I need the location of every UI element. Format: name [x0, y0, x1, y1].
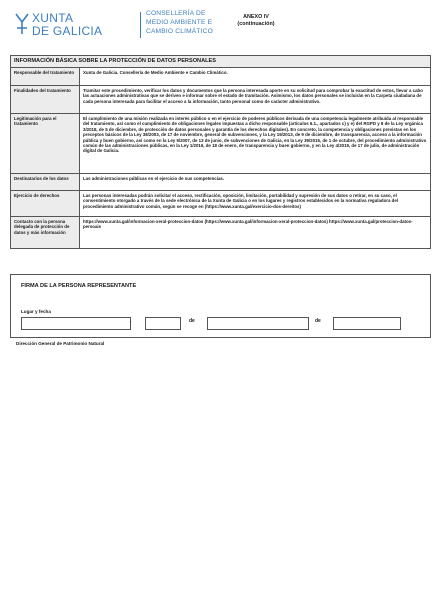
footer-directorate: Dirección General de Patrimonio Natural	[16, 341, 105, 346]
signature-section	[10, 274, 431, 338]
document-header	[14, 10, 425, 44]
conselleria-line2: MEDIO AMBIENTE E	[146, 19, 213, 26]
row-label: Destinatarios de los datos	[11, 174, 80, 191]
conselleria-line3: CAMBIO CLIMÁTICO	[146, 28, 213, 35]
year-field[interactable]	[333, 317, 401, 330]
row-label: Contacto con la persona delegada de protección de datos y más información	[11, 217, 80, 249]
data-protection-table	[10, 67, 431, 249]
logo-text-line1: XUNTA	[32, 11, 74, 25]
table-row	[11, 68, 431, 86]
month-field[interactable]	[207, 317, 309, 330]
day-field[interactable]	[145, 317, 181, 330]
section-title: INFORMACIÓN BÁSICA SOBRE LA PROTECCIÓN DE DATOS PERSONALES	[14, 58, 217, 64]
annex-subtitle: (continuación)	[237, 21, 275, 27]
place-date-label: Lugar y fecha	[21, 309, 51, 314]
de-label-1: de	[189, 318, 195, 324]
table-row	[11, 174, 431, 191]
row-value: https://www.xunta.gal/informacion-xeral-proteccion-datos (https://www.xunta.gal/informacion-xeral-proteccion-datos) https://www.xunta.gal/proteccion-datos-persoais	[80, 217, 431, 249]
row-value: Tramitar este procedimiento, verificar los datos y documentos que la persona interesada aporte en su solicitud para comprobar la exactitud de estos, llevar a cabo las actuaciones administrativas que se deriven e informar sobre el estado de tramitación. Asimismo, los datos personales se incluirán en la Carpeta ciudadana de cada persona interesada para facilitar el acceso a la información, tanto personal como de carácter administrativo.	[80, 86, 431, 114]
comma-separator: ,	[130, 318, 132, 324]
row-label: Legitimación para el tratamiento	[11, 114, 80, 174]
conselleria-line1: CONSELLERÍA DE	[146, 10, 206, 17]
table-row	[11, 86, 431, 114]
table-row	[11, 217, 431, 249]
logo-text-line2: DE GALICIA	[32, 24, 103, 38]
table-row	[11, 114, 431, 174]
signature-title: FIRMA DE LA PERSONA REPRESENTANTE	[21, 283, 137, 289]
xunta-emblem-icon	[14, 12, 30, 36]
place-field[interactable]	[21, 317, 131, 330]
row-value: Las personas interesadas podrán solicitar el acceso, rectificación, oposición, limitación, portabilidad y supresión de sus datos o retirar, en su caso, el consentimiento otorgado a través de la sede electrónica de la Xunta de Galicia o en los lugares y registros establecidos en la normativa reguladora del procedimiento administrativo común, según se recoge en (https://www.xunta.gal/exercicio-dos-dereitos)	[80, 191, 431, 217]
row-value: El cumplimiento de una misión realizada en interés público o en el ejercicio de poderes públicos derivada de una competencia legalmente atribuida al responsable del tratamiento, así como el cumplimiento de obligaciones legales impuestas a dicho responsable (artículos 6.1., apartados c) y e) del RGPD y 8 de la Ley orgánica 3/2018, de 5 de diciembre, de protección de datos personales y garantía de los derechos digitales). En concreto, la competencia y obligaciones previstas en los preceptos básicos de la Ley 38/2003, de 17 de noviembre, general de subvenciones, y la Ley 19/2013, de 9 de diciembre, de transparencia, acceso a la información pública y buen gobierno, así como en la Ley 9/2007, de 13 de junio, de subvenciones de Galicia, en la Ley 39/2015, de 1 de octubre, del procedimiento administrativo común de las administraciones públicas, en la Ley 1/2016, de 18 de enero, de transparencia y buen gobierno, y en la Ley 4/2019, de 17 de julio, de administración digital de Galicia.	[80, 114, 431, 174]
xunta-logo	[14, 10, 103, 38]
row-label: Finalidades del tratamiento	[11, 86, 80, 114]
logo-divider	[140, 12, 141, 38]
row-value: Xunta de Galicia. Consellería de Medio Ambiente e Cambio Climático.	[80, 68, 431, 86]
table-row	[11, 191, 431, 217]
row-label: Responsable del tratamiento	[11, 68, 80, 86]
annex-title: ANEXO IV	[243, 14, 269, 20]
row-label: Ejercicio de derechos	[11, 191, 80, 217]
de-label-2: de	[315, 318, 321, 324]
row-value: Las administraciones públicas en el ejercicio de sus competencias.	[80, 174, 431, 191]
